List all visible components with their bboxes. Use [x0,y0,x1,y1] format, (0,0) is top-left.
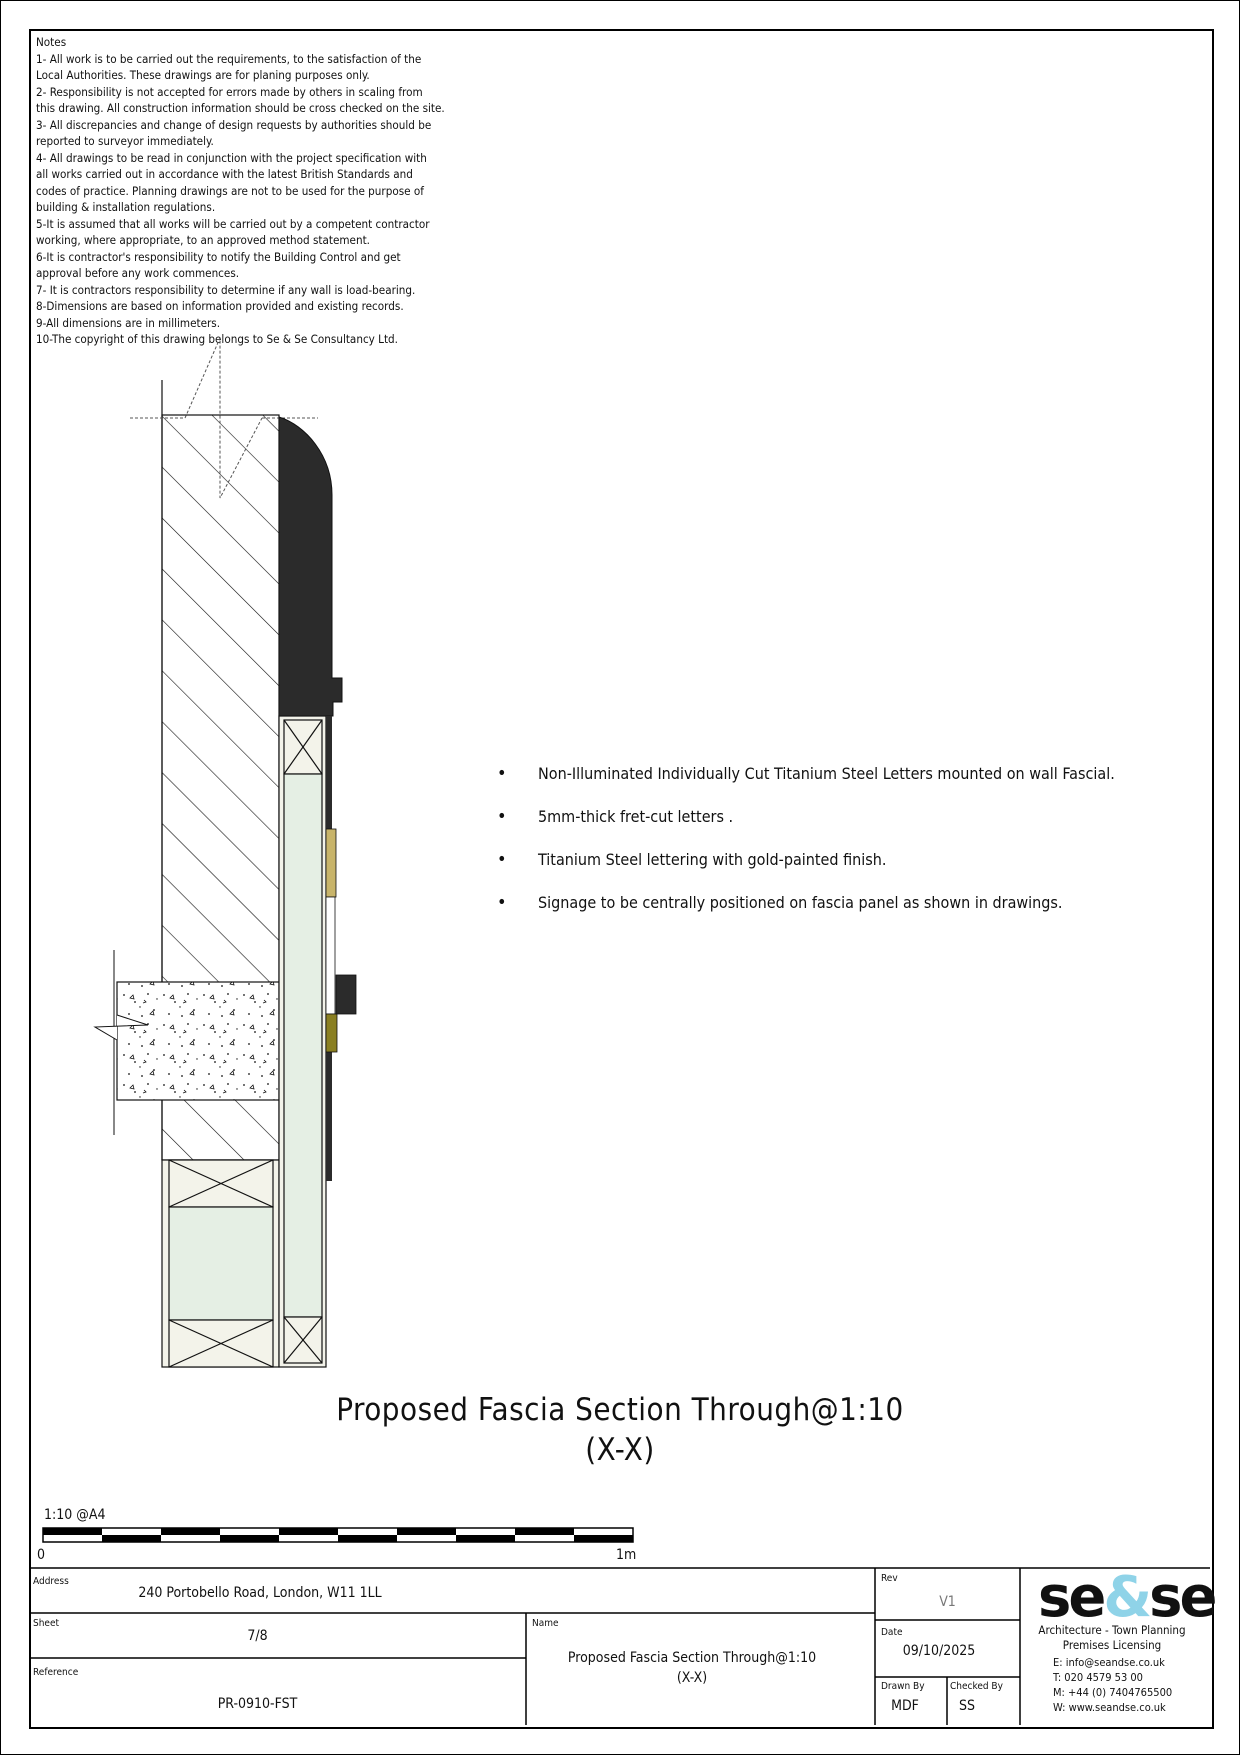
logo-ampersand: & [1103,1565,1150,1630]
company-mobile: M: +44 (0) 7404765500 [1053,1686,1173,1699]
note-line: 9-All dimensions are in millimeters. [36,315,221,330]
note-line: 6-It is contractor's responsibility to notify the Building Control and get [36,249,401,264]
address-label: Address [33,1576,69,1587]
reference-value: PR-0910-FST [217,1696,298,1712]
note-line: 2- Responsibility is not accepted for errors made by others in scaling from [36,84,423,99]
reference-label: Reference [33,1667,79,1678]
note-line: reported to surveyor immediately. [36,134,214,148]
note-line: 5-It is assumed that all works will be carried out by a competent contractor [36,216,430,231]
note-line: 10-The copyright of this drawing belongs to Se & Se Consultancy Ltd. [36,332,398,346]
logo-se-left: se [1038,1565,1104,1630]
drawing-title-line1: Proposed Fascia Section Through@1:10 [336,1392,904,1428]
note-line: codes of practice. Planning drawings are not to be used for the purpose of [36,183,424,198]
rev-value: V1 [939,1594,956,1610]
notes-heading: Notes [36,35,67,49]
note-line: 3- All discrepancies and change of design requests by authorities should be [36,117,432,132]
specification-item: • Titanium Steel lettering with gold-painted finish. [497,849,1177,871]
note-line: building & installation regulations. [36,200,216,214]
company-tagline: Architecture - Town Planning [1038,1623,1186,1637]
note-line: 1- All work is to be carried out the requirements, to the satisfaction of the [36,51,422,66]
company-email: E: info@seandse.co.uk [1053,1656,1165,1669]
date-value: 09/10/2025 [902,1643,976,1659]
note-line: 4- All drawings to be read in conjunction with the project specification with [36,150,427,165]
company-web: W: www.seandse.co.uk [1053,1701,1166,1714]
drawn-by-value: MDF [891,1698,919,1714]
checked-by-label: Checked By [950,1681,1003,1692]
drawing-title-line2: (X-X) [585,1432,655,1468]
address-value: 240 Portobello Road, London, W11 1LL [138,1585,382,1601]
rev-label: Rev [881,1573,898,1584]
name-value-line2: (X-X) [676,1670,708,1686]
sheet-label: Sheet [33,1618,60,1629]
note-line: approval before any work commences. [36,266,240,280]
logo-se-right: se [1149,1565,1215,1630]
note-line: all works carried out in accordance with the latest British Standards and [36,167,413,181]
date-label: Date [881,1627,903,1638]
company-tagline-2: Premises Licensing [1062,1638,1162,1652]
name-label: Name [532,1618,559,1629]
sheet-value: 7/8 [247,1628,268,1644]
note-line: working, where appropriate, to an approved method statement. [36,233,370,247]
specification-item: • 5mm-thick fret-cut letters . [497,806,1177,828]
note-line: 8-Dimensions are based on information provided and existing records. [36,299,404,313]
scale-start-label: 0 [37,1547,46,1563]
specification-item: • Signage to be centrally positioned on fascia panel as shown in drawings. [497,892,1177,914]
note-line: this drawing. All construction information should be cross checked on the site. [36,101,445,115]
note-line: 7- It is contractors responsibility to determine if any wall is load-bearing. [36,282,416,297]
drawn-by-label: Drawn By [881,1681,925,1692]
checked-by-value: SS [959,1698,975,1714]
company-phone: T: 020 4579 53 00 [1053,1671,1143,1684]
scale-label: 1:10 @A4 [44,1507,106,1523]
specification-item: • Non-Illuminated Individually Cut Titanium Steel Letters mounted on wall Fascial. [497,763,1177,785]
note-line: Local Authorities. These drawings are for planing purposes only. [36,68,370,82]
name-value-line1: Proposed Fascia Section Through@1:10 [567,1650,817,1666]
scale-end-label: 1m [616,1547,637,1563]
